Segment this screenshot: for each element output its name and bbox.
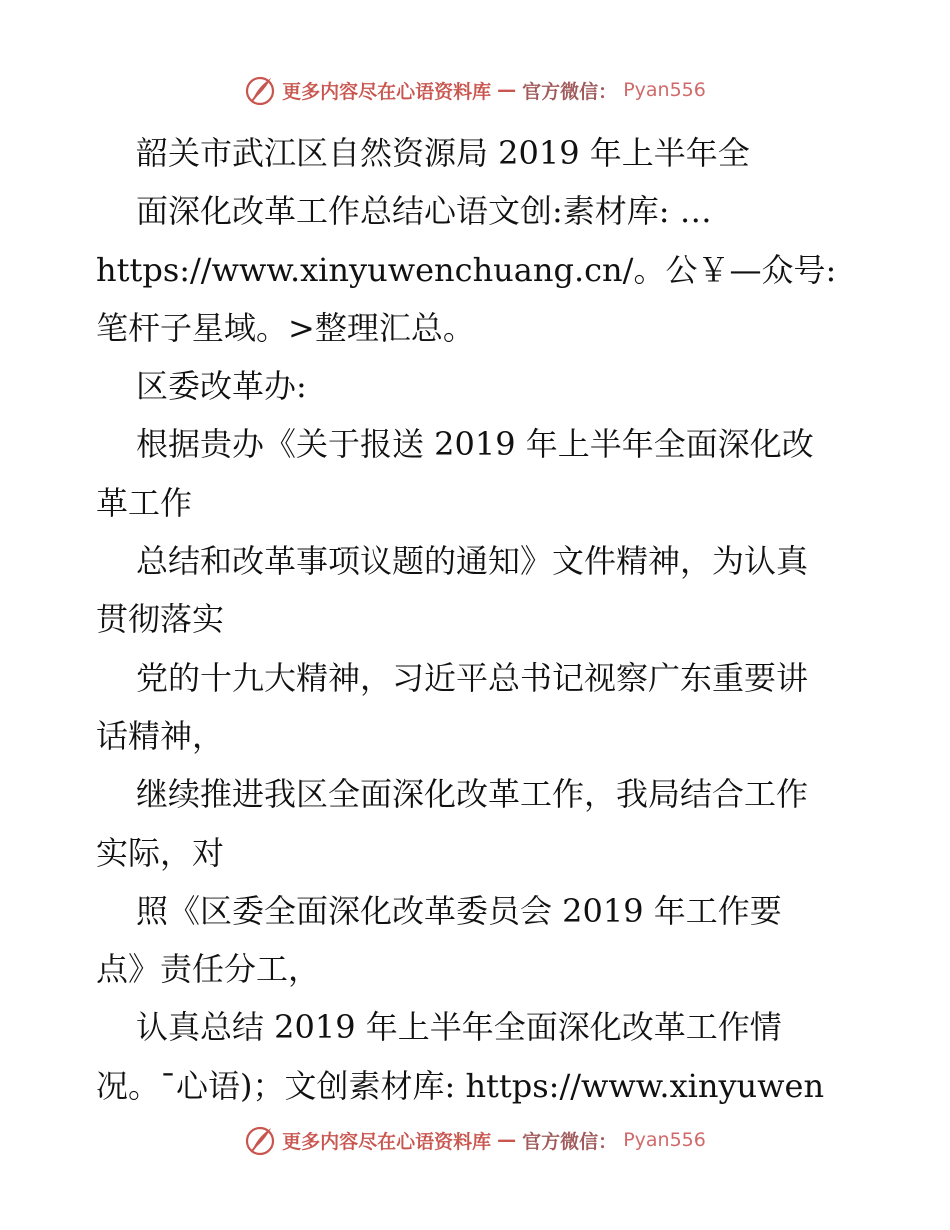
text-line-3: https://www.xinyuwenchuang.cn/。公￥—众号: — [96, 250, 837, 289]
paragraph-line-10: 党的十九大精神，习近平总书记视察广东重要讲 — [136, 658, 809, 697]
paragraph-line-6: 根据贵办《关于报送 2019 年上半年全面深化改 — [136, 425, 814, 464]
banner-main-text: 更多内容尽在心语资料库 — [282, 80, 492, 103]
paragraph-line-7: 革工作 — [96, 483, 193, 522]
paragraph-line-8: 总结和改革事项议题的通知》文件精神，为认真 — [136, 542, 809, 581]
title-line-1: 韶关市武江区自然资源局 2019 年上半年全 — [136, 134, 750, 172]
salutation-line: 区委改革办: — [136, 367, 307, 406]
paragraph-line-9: 贯彻落实 — [96, 600, 225, 639]
banner-dash: — — [497, 79, 517, 101]
quill-pen-logo-icon — [244, 1124, 276, 1156]
paragraph-line-17: 况。¯心语)；文创素材库: https://www.xinyuwen — [96, 1066, 825, 1105]
paragraph-line-16: 认真总结 2019 年上半年全面深化改革工作情 — [136, 1008, 782, 1047]
banner-wechat-id: Pyan556 — [623, 79, 706, 101]
header-banner — [0, 70, 950, 110]
quill-pen-logo-icon — [244, 74, 276, 106]
paragraph-line-12: 继续推进我区全面深化改革工作，我局结合工作 — [136, 775, 809, 814]
banner-official-label: 官方微信： — [522, 80, 618, 103]
banner-dash: — — [497, 1129, 517, 1151]
banner-wechat-id: Pyan556 — [623, 1129, 706, 1151]
paragraph-line-11: 话精神， — [96, 716, 225, 755]
title-line-2: 面深化改革工作总结心语文创:素材库: … — [136, 192, 712, 231]
banner-official-label: 官方微信： — [522, 1130, 618, 1153]
paragraph-line-13: 实际，对 — [96, 833, 225, 872]
document-body — [96, 124, 856, 1115]
footer-banner — [0, 1120, 950, 1160]
text-line-4: 笔杆子星域。>整理汇总。 — [96, 308, 475, 347]
paragraph-line-14: 照《区委全面深化改革委员会 2019 年工作要 — [136, 891, 782, 930]
paragraph-line-15: 点》责任分工， — [96, 950, 321, 989]
banner-main-text: 更多内容尽在心语资料库 — [282, 1130, 492, 1153]
